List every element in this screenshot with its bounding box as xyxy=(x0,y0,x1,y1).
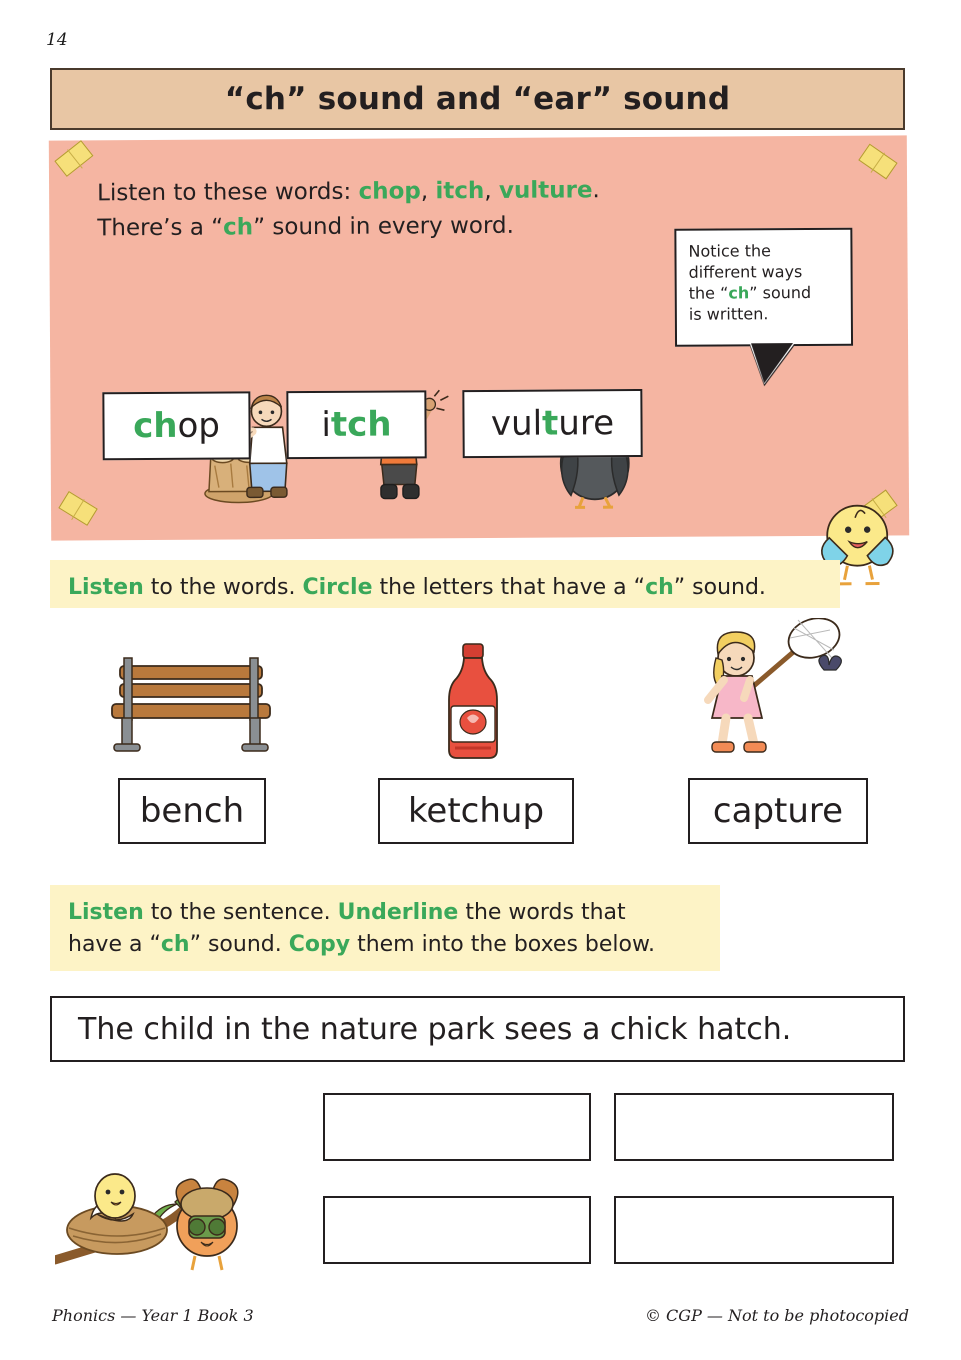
sentence-text: The child in the nature park sees a chick hatch. xyxy=(78,1011,792,1047)
tape-icon xyxy=(54,140,93,177)
word-part-post: op xyxy=(177,405,221,446)
page-title: “ch” sound and “ear” sound xyxy=(224,81,731,117)
intro-word-box-vulture xyxy=(462,389,642,458)
word-box-capture[interactable]: capture xyxy=(688,778,868,844)
intro-line1-prefix: Listen to these words: xyxy=(97,178,359,207)
intro-line1-suffix: . xyxy=(592,177,600,204)
instruction-ch: ch xyxy=(160,931,190,957)
page-title-bar xyxy=(50,68,905,130)
answer-box-1[interactable] xyxy=(323,1093,591,1161)
intro-line2-prefix: There’s a “ xyxy=(97,214,224,241)
page-number: 14 xyxy=(46,30,68,50)
ketchup-bottle-illustration xyxy=(435,640,511,770)
intro-word-box-chop xyxy=(102,391,250,460)
tape-icon xyxy=(858,144,897,180)
word-part-pre: vul xyxy=(490,403,543,444)
intro-sep: , xyxy=(420,178,436,205)
answer-box-3[interactable] xyxy=(323,1196,591,1264)
speech-bubble-tail xyxy=(750,344,794,384)
bubble-line-3-suffix: ” sound xyxy=(749,283,812,303)
answer-box-4[interactable] xyxy=(614,1196,894,1264)
instruction-listen-keyword: Listen xyxy=(68,900,144,925)
footer-right: © CGP — Not to be photocopied xyxy=(644,1306,909,1325)
instruction-ch: ch xyxy=(645,575,674,600)
intro-word-chop: chop xyxy=(358,178,421,205)
tape-icon xyxy=(58,491,97,526)
intro-sep: , xyxy=(484,177,500,204)
answer-box-2[interactable] xyxy=(614,1093,894,1161)
word-part-pre: i xyxy=(321,404,332,445)
sentence-box[interactable] xyxy=(50,996,905,1062)
intro-line2-ch: ch xyxy=(223,213,254,241)
instruction-line2-suffix: them into the boxes below. xyxy=(350,931,655,957)
bubble-ch: ch xyxy=(728,283,750,303)
instruction-tail-prefix: the letters that have a “ xyxy=(372,575,646,600)
instruction-underline-keyword: Underline xyxy=(337,900,459,925)
intro-word-vulture: vulture xyxy=(498,177,593,204)
instruction-tail-suffix: ” sound. xyxy=(673,575,766,600)
word-part-mid: tch xyxy=(330,404,392,445)
word-box-bench[interactable]: bench xyxy=(118,778,266,844)
bubble-line-2: different ways xyxy=(688,262,803,282)
girl-with-net-illustration xyxy=(682,618,852,770)
intro-panel xyxy=(49,135,909,540)
instruction-mid-1: to the sentence. xyxy=(143,900,338,925)
bubble-line-4: is written. xyxy=(688,304,769,325)
instruction-mid: to the words. xyxy=(143,575,303,600)
intro-word-itch: itch xyxy=(435,177,485,205)
instruction-copy-keyword: Copy xyxy=(288,931,351,957)
instruction-circle xyxy=(50,560,840,608)
word-part-mid: t xyxy=(541,403,559,444)
instruction-line2-mid: ” sound. xyxy=(189,931,289,957)
footer-left: Phonics — Year 1 Book 3 xyxy=(52,1306,254,1325)
bench-illustration xyxy=(100,648,280,764)
instruction-circle-keyword: Circle xyxy=(302,575,373,600)
instruction-line2-prefix: have a “ xyxy=(68,931,161,957)
intro-line2-suffix: ” sound in every word. xyxy=(253,212,514,240)
bubble-line-1: Notice the xyxy=(688,241,771,261)
instruction-mid-2: the words that xyxy=(458,900,626,925)
intro-word-box-itch xyxy=(286,390,426,459)
word-part-pre: ch xyxy=(133,405,178,447)
word-box-ketchup[interactable]: ketchup xyxy=(378,778,574,844)
chick-in-nest-illustration xyxy=(55,1110,305,1284)
word-part-post: ure xyxy=(558,403,615,444)
instruction-underline-copy xyxy=(50,885,720,971)
bubble-line-3-prefix: the “ xyxy=(688,283,729,303)
intro-text xyxy=(97,173,600,245)
instruction-listen-keyword: Listen xyxy=(68,575,144,600)
speech-bubble xyxy=(674,228,853,347)
